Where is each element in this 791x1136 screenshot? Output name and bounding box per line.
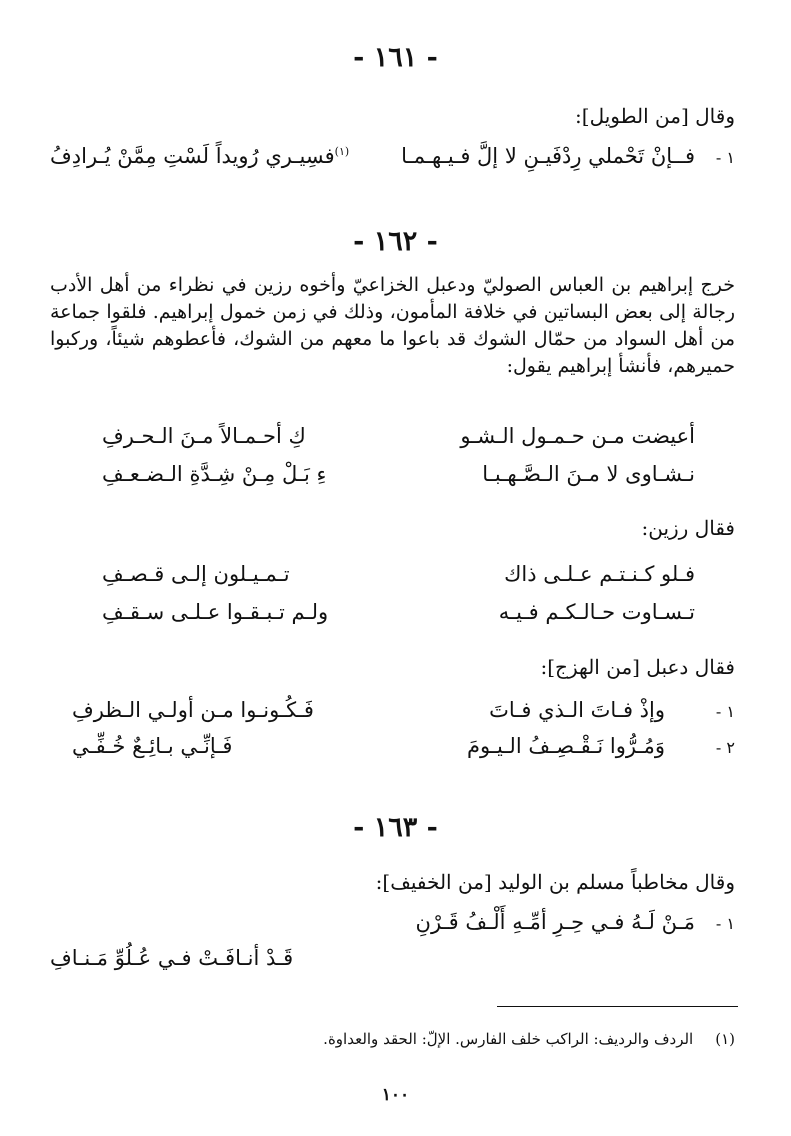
footnote-number: (١) [715,1030,735,1048]
verse-number: ٢ - [715,738,735,757]
verse-hemistich-2: تـمـيـلون إلـى قـصـفِ [102,562,290,586]
verse-line [50,910,735,944]
section-162-intro-b: فقال رزين: [641,516,735,540]
verse-line [50,462,735,496]
verse-line [50,698,735,732]
verse-hemistich-1: فــإنْ تَحْملي رِدْفَيـنِ لا إلَّ فـيـهـمـا [401,144,695,168]
section-162-intro-c: فقال دعبل [من الهزج]: [540,655,735,679]
verse-hemistich-1: وَمُـرُّوا نَـقْـصِـفُ الـيـومَ [466,734,665,758]
verse-line [50,562,735,596]
verse-number: ١ - [715,702,735,721]
verse-hemistich-2: فسِيـري رُويداً لَسْتِ مِمَّنْ يُـرادِفُ [50,144,335,168]
footnote-separator [497,1006,738,1007]
verse-line [50,600,735,634]
verse-line [50,734,735,768]
verse-hemistich-2: قَـدْ أنـافَـتْ فـي عُـلُوِّ مَـنـافِ [50,946,294,970]
verse-line [50,424,735,458]
verse-number: ١ - [715,914,735,933]
verse-hemistich-1: تـسـاوت حـالـكـم فـيـه [498,600,695,624]
verse-hemistich-1: وإذْ فـاتَ الـذي فـاتَ [489,698,665,722]
verse-line [50,946,735,980]
verse-line [50,144,735,178]
verse-hemistich-1: مَـنْ لَـهُ فـي حِـرِ أمِّـهِ أَلْـفُ قَـرْنِ [415,910,695,934]
footnote-text: الردف والرديف: الراكب خلف الفارس. الإلّ: الحقد والعداوة. [323,1030,694,1048]
page-number: ١٠٠ [381,1085,410,1105]
footnote [50,1030,735,1048]
section-162-prose: خرج إبراهيم بن العباس الصوليّ ودعبل الخزاعيّ وأخوه رزين في نظراء من أهل الأدب رجالة إلى بعض البساتين في خلافة المأمون، وذلك في زمن خمول إبراهيم. فلقوا جماعة من أهل السواد من حمّال الشوك قد باعوا ما معهم من الشوك، فأعطوهم شيئاً، وركبوا حميرهم، فأنشأ إبراهيم يقول: [50,274,735,377]
section-heading-163: - ١٦٣ - [353,812,438,843]
section-heading-162: - ١٦٢ - [353,226,438,257]
verse-hemistich-2: ولـم تـبـقـوا عـلـى سـقـفِ [102,600,329,624]
section-161-intro: وقال [من الطويل]: [575,104,735,128]
verse-hemistich-2: فَـإنِّـي بـائِـعٌ خُـفِّـي [72,734,233,758]
verse-hemistich-1: أعيضت مـن حـمـول الـشـو [460,424,695,448]
footnote-ref: (١) [334,145,350,158]
verse-hemistich-2: فَـكُـونـوا مـن أولـي الـظرفِ [72,698,314,722]
section-heading-161: - ١٦١ - [353,42,438,73]
verse-hemistich-2: ءِ بَـلْ مِـنْ شِـدَّةِ الـضـعـفِ [102,462,327,486]
verse-hemistich-2: كِ أحـمـالاً مـنَ الـحـرفِ [102,424,306,448]
verse-hemistich-1: نـشـاوى لا مـنَ الـصَّـهـبـا [482,462,695,486]
verse-number: ١ - [715,148,735,167]
section-163-intro: وقال مخاطباً مسلم بن الوليد [من الخفيف]: [375,870,735,894]
verse-hemistich-1: فـلو كـنـتـم عـلـى ذاك [504,562,695,586]
